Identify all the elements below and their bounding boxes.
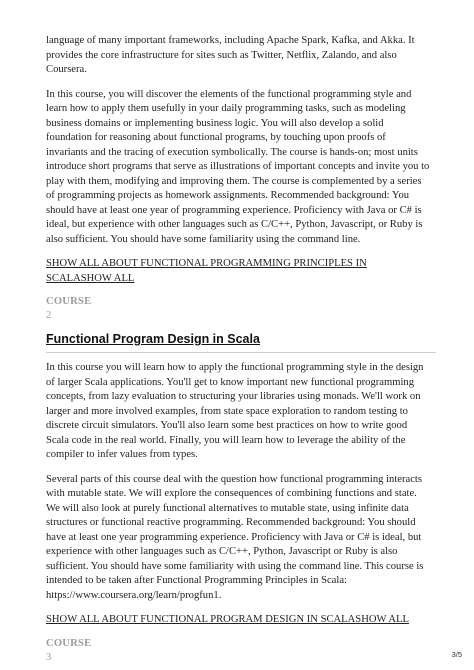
course2-number: 2 bbox=[46, 310, 52, 321]
course1-description: In this course, you will discover the elements of the functional programming style and learn how to apply them usefully in your daily programming tasks, such as modeling business domains or implementing business logic. You will also develop a solid foundation for reasoning about functional programs, by touching upon proofs of invariants and the tracing of execution symbolically. The course is hands-on; most units introduce short programs that serve as illustrations of important concepts and invite you to play with them, modifying and improving them. The course is complemented by a series of programming projects as homework assignments. Recommended background: You should have at least one year of programming experience. Proficiency with Java or C# is ideal, but experience with other languages such as C/C++, Python, Javascript, or Ruby is also sufficient. You should have some familiarity using the command line. bbox=[46, 88, 430, 245]
course3-label: COURSE bbox=[46, 637, 92, 649]
course2-description-2: Several parts of this course deal with the question how functional programming interacts with mutable state. We will explore the consequences of combining functions and state. We will also look at purely functional alternatives to mutable state, using infinite data structures or functional reactive programming. Recommended background: You should have at least one year programming experience. Proficiency with Java or C# is ideal, but experience with other languages such as C/C++, Python, Javascript or Ruby is also sufficient. You should have some familiarity with using the command line. This course is intended to be taken after Functional Programming Principles in Scala: https://www.coursera.org/learn/progfun1. bbox=[46, 473, 424, 601]
course2-show-all-link[interactable]: SHOW ALL ABOUT FUNCTIONAL PROGRAM DESIGN IN SCALASHOW ALL bbox=[46, 614, 409, 625]
page-number: 3/5 bbox=[451, 650, 462, 659]
course1-show-all-link[interactable]: SHOW ALL ABOUT FUNCTIONAL PROGRAMMING PRINCIPLES IN SCALASHOW ALL bbox=[46, 258, 367, 284]
course2-description-1: In this course you will learn how to apply the functional programming style in the design of larger Scala applications. You'll get to know important new functional programming concepts, from lazy evaluation to structuring your libraries using monads. We'll work on larger and more involved examples, from state space exploration to random testing to discrete circuit simulators. You'll also learn some best practices on how to write good Scala code in the real world. Finally, you will learn how to leverage the ability of the compiler to infer values from types. bbox=[46, 362, 424, 460]
course3-number: 3 bbox=[46, 651, 52, 663]
divider bbox=[46, 352, 436, 353]
course2-label: COURSE bbox=[46, 296, 92, 307]
intro-paragraph: language of many important frameworks, including Apache Spark, Kafka, and Akka. It provides the core infrastructure for sites such as Twitter, Netflix, Zalando, and also Coursera. bbox=[46, 35, 415, 75]
course2-title[interactable]: Functional Program Design in Scala bbox=[46, 332, 260, 346]
document-page bbox=[46, 34, 430, 664]
